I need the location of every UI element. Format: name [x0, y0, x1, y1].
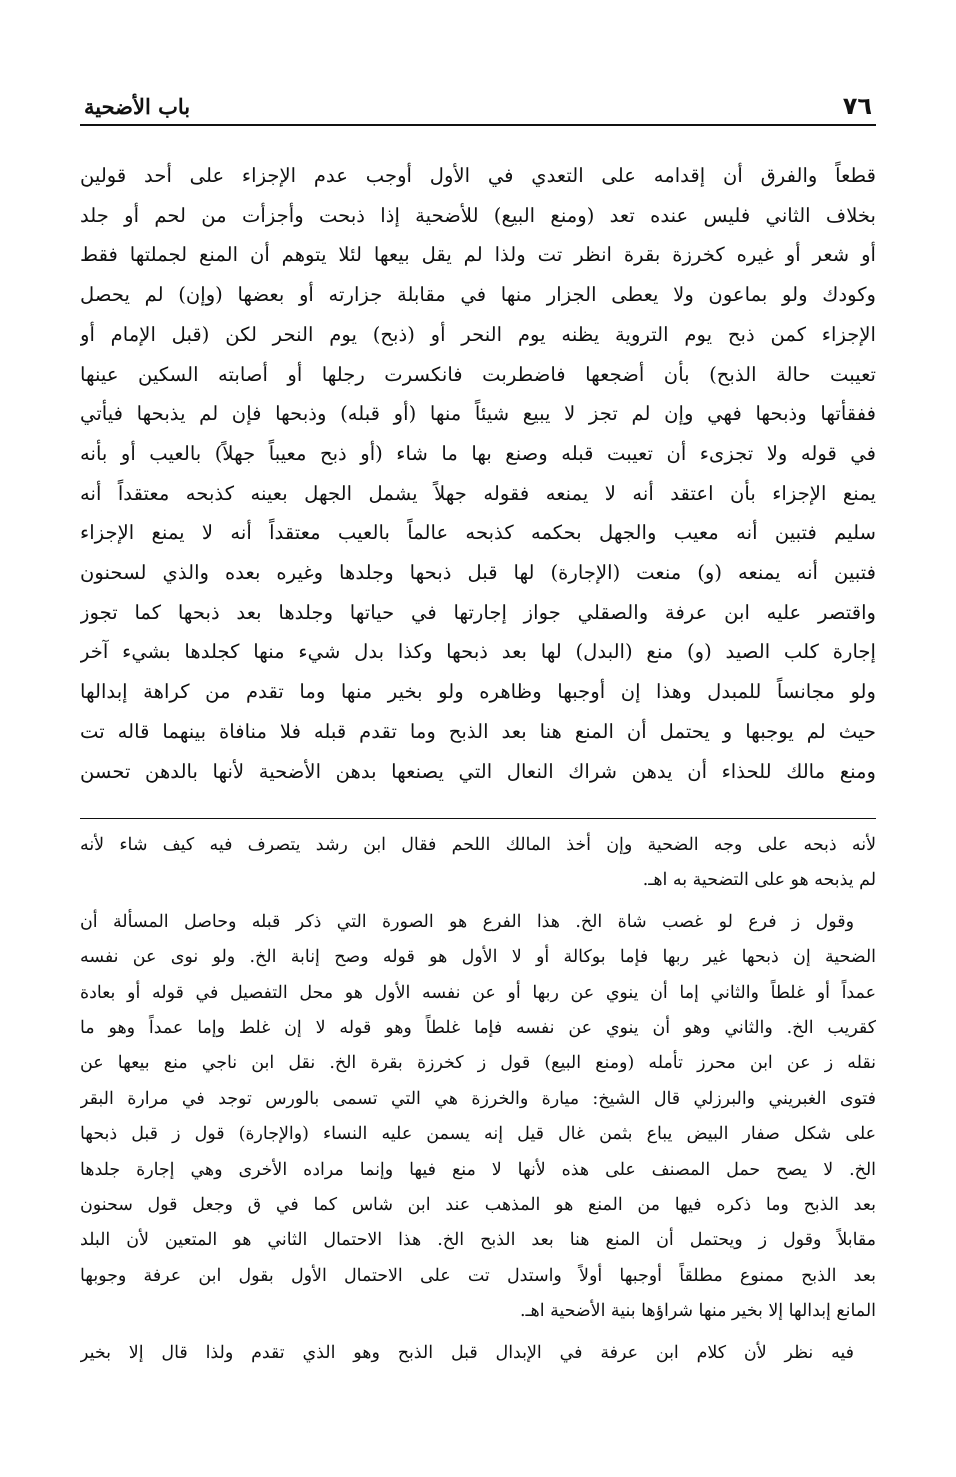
text-line: تعيبت حالة الذبح) بأن أضجعها فاضطربت فانكسرت رجلها أو أصابته السكين عينها — [80, 362, 876, 386]
text-line: ولو مجانساً للمبدل وهذا إن أوجبها وظاهره ولو بخير منها وما تقدم من كراهة إبدالها — [80, 680, 876, 704]
text-line: سليم فتبين أنه معيب والجهل بحكمه كذبحه عالماً بالعيب معتقداً أنه لا يمنع الإجزاء — [80, 521, 876, 545]
text-line: ومنع مالك للحذاء أن يدهن شراك النعال التي يصنعها بدهن الأضحية لأنها بالدهن تحسن — [80, 759, 876, 783]
footnote-line: لأنه ذبحه على وجه الضحية وإن أخذ المالك اللحم فقال ابن رشد يتصرف فيه كيف شاء لأنه — [80, 835, 876, 855]
text-line: في قوله ولا تجزىء أن تعيبت قبله وصنع بها ما شاء (أو ذبح معيباً جهلاً) بالعيب أو بأنه — [80, 441, 876, 465]
text-line: حيث لم يوجبها و يحتمل أن المنع هنا بعد الذبح وما تقدم قبله فلا منافاة بينهما قاله تت — [80, 719, 876, 743]
footnote-line: وقول ز فرع لو غصب شاة الخ. هذا الفرع هو الصورة التي ذكر قبله وحاصل المسألة أن — [80, 911, 854, 932]
footnote-line: لم يذبحه هو على التضحية به اهـ. — [642, 870, 876, 891]
footnote-paragraph — [80, 905, 876, 1330]
text-line: أو شعر أو غيره كخرزة بقرة انظر تت ولذا لم يقل بيعها لئلا يتوهم أن المنع لجملتها فقط — [80, 243, 876, 267]
text-line: بخلاف الثاني فليس عنده تعد (ومنع البيع) للأضحية إذا ذبحت وأجزأت من لحم أو جلد — [80, 203, 876, 227]
footnote-line: فيه نظر لأن كلام ابن عرفة في الإبدال قبل الذبح وهو الذي تقدم ولذا قال إلا بخير — [80, 1342, 854, 1363]
text-line: ففقأتها وذبحها فهي وإن لم تجز لا يبيع شيئاً منها (أو قبله) وذبحها فإن لم يذبحها فيأتي — [80, 402, 876, 426]
text-line: يمنع الإجزاء بأن اعتقد أنه لا يمنعه فقوله جهلاً يشمل الجهل بعينه كذبحه معتقداً أنه — [80, 481, 876, 505]
footnote-line: كقريب الخ. والثاني وهو أن ينوي عن نفسه فإما غلطاً وهو قوله لا إن غلط وإما عمداً وهو ما — [80, 1018, 876, 1039]
footnote-line: على شكل صفار البيض يباع بثمن غال قيل إنه يسمن عليه النساء (والإجارة) قول ز قبل ذبحها — [80, 1124, 876, 1145]
footnote-separator — [80, 818, 876, 819]
footnote-line: فتوى الغبريني والبرزلي قال الشيخ: ميارة والخرزة هي التي تسمى بالورس توجد في مرارة البقر — [80, 1088, 876, 1109]
text-line: وكودك ولو بماعون ولا يعطى الجزار منها في مقابلة جزارته أو بعضها (وإن) لم يحصل — [80, 283, 876, 307]
footnote-line: بعد الذبح ممنوع مطلقاً أوجبها أولاً واستدل تت على الاحتمال الأول بقول ابن عرفة وجوبها — [80, 1265, 876, 1286]
main-text-body — [80, 156, 876, 791]
page-header — [80, 92, 876, 126]
text-line: الإجزاء كمن ذبح يوم التروية يظنه يوم النحر أو (ذبح) يوم النحر لكن (قبل الإمام أو — [80, 322, 876, 346]
text-line: إجارة كلب الصيد (و) منع (البدل) لها بعد ذبحها وكذا بدل شيء منها كجلدها بشيء آخر — [80, 640, 876, 664]
footnote-line: الخ. لا يصح حمل المصنف على هذه لأنها لا منع فيها وإنما مراده الأخرى وهي إجارة جلدها — [80, 1159, 876, 1180]
footnote-line: عمداً أو غلطاً والثاني إما أن ينوي عن ربها أو عن نفسه الأول هو محل التفصيل في قوله أو بعادة — [80, 982, 876, 1003]
footnote-paragraph — [80, 1336, 876, 1371]
footnote-line: الضحية إن ذبحها غير ربها فإما بوكالة أو لا الأول هو قوله وصح إنابة الخ. ولو نوى عن نفسه — [80, 947, 876, 968]
page-number: ٧٦ — [842, 92, 872, 120]
text-line: قطعاً والفرق أن إقدامه على التعدي في الأول أوجب عدم الإجزاء على أحد قولين — [80, 164, 876, 187]
footnotes-section — [80, 828, 876, 1377]
footnote-line: نقله ز عن ابن محرز تأمله (ومنع البيع) قول ز كخرزة بقرة الخ. نقل ابن ناجي منع بيعها عن — [80, 1053, 876, 1074]
footnote-line: المانع إبدالها إلا بخير منها شراؤها بنية الأضحية اهـ. — [519, 1301, 876, 1322]
footnote-line: مقابلاً وقول ز ويحتمل أن المنع هنا بعد الذبح الخ. هذا الاحتمال الثاني هو المتعين لأن البلد — [80, 1230, 876, 1251]
text-line: فتبين أنه يمنعه (و) منعت (الإجارة) لها قبل ذبحها وجلدها وغيره بعده والذي لسحنون — [80, 561, 876, 585]
chapter-title: باب الأضحية — [84, 94, 191, 119]
text-line: واقتصر عليه ابن عرفة والصقلي جواز إجارتها في حياتها وجلدها بعد ذبحها كما تجوز — [80, 600, 876, 624]
footnote-line: بعد الذبح وما ذكره فيها من المنع هو المذهب عند ابن شاس كما في ق وجعل قول سحنون — [80, 1195, 876, 1216]
footnote-paragraph — [80, 828, 876, 899]
